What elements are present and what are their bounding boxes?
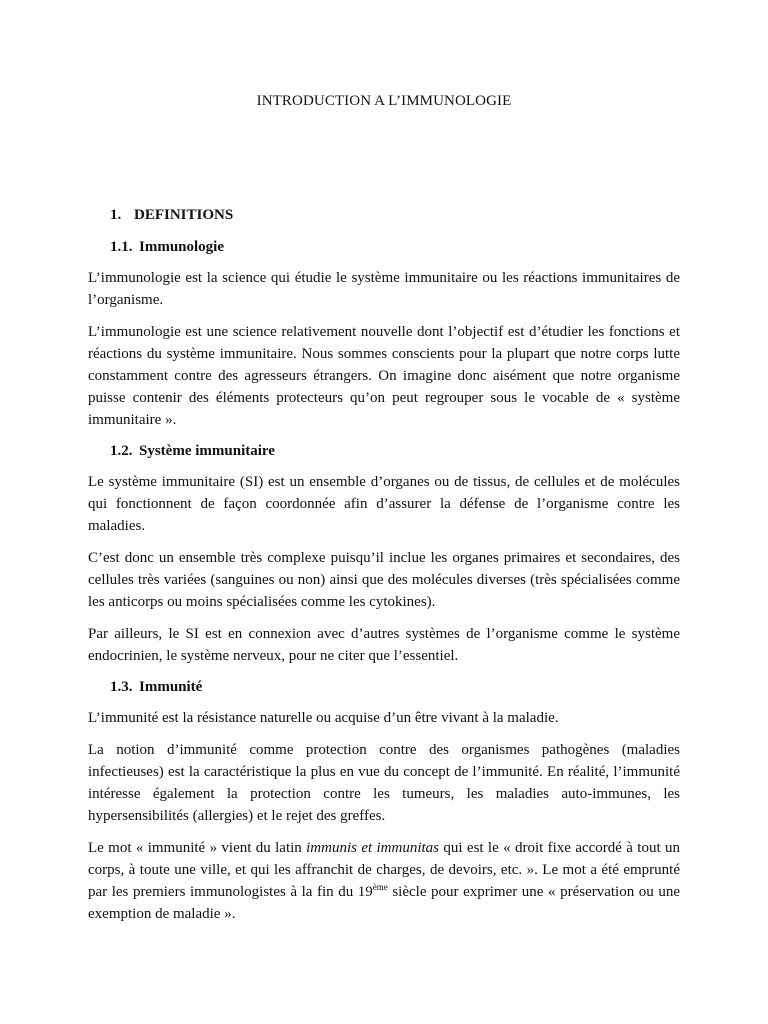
subsection-title: Immunité [139, 679, 203, 695]
paragraph: La notion d’immunité comme protection contre des organismes pathogènes (maladies infectieuses) est la caractéristique la plus en vue du concept de l’immunité. En réalité, l’immunité intéresse également la protection contre les tumeurs, les maladies auto-immunes, les hypersensibilités (allergies) et le rejet des greffes. [88, 742, 680, 824]
subsection-number: 1.1. [110, 239, 133, 255]
paragraph: L’immunité est la résistance naturelle ou acquise d’un être vivant à la maladie. [88, 710, 559, 726]
subsection-title: Système immunitaire [139, 443, 275, 459]
document-title: INTRODUCTION A L’IMMUNOLOGIE [256, 93, 512, 109]
subsection-number: 1.2. [110, 443, 133, 459]
paragraph: Le système immunitaire (SI) est un ensemble d’organes ou de tissus, de cellules et de molécules qui fonctionnent de façon coordonnée afin d’assurer la défense de l’organisme contre les maladies. [88, 474, 680, 534]
section-title: DEFINITIONS [134, 207, 234, 223]
text-run: siècle pour exprimer une « préservation ou une exemption de maladie ». [88, 884, 681, 922]
paragraph: Par ailleurs, le SI est en connexion avec d’autres systèmes de l’organisme comme le système endocrinien, le système nerveux, pour ne citer que l’essentiel. [88, 626, 680, 664]
section-heading-definitions [88, 205, 680, 225]
ordinal-superscript: ème [372, 882, 388, 892]
subsection-heading-immunite [110, 677, 680, 697]
paragraph: C’est donc un ensemble très complexe puisqu’il inclue les organes primaires et secondaires, des cellules très variées (sanguines ou non) ainsi que des molécules diverses (très spécialisées comme les anticorps ou moins spécialisées comme les cytokines). [88, 550, 680, 610]
section-number: 1. [110, 207, 122, 223]
latin-term: immunis et immunitas [306, 840, 440, 856]
subsection-heading-immunologie [110, 237, 680, 257]
subsection-number: 1.3. [110, 679, 133, 695]
text-run: qui est le « droit fixe accordé à tout un corps, à toute une ville, et qui les affranchit de charges, de devoirs, etc. ». Le mot a été emprunté par les premiers immunologistes à la fin du 19 [88, 840, 680, 900]
document-body [88, 205, 680, 935]
paragraph: L’immunologie est une science relativement nouvelle dont l’objectif est d’étudier les fonctions et réactions du système immunitaire. Nous sommes conscients pour la plupart que notre corps lutte constamment contre des agresseurs étrangers. On imagine donc aisément que notre organisme puisse contenir des éléments protecteurs qu’on peut regrouper sous le vocable de « système immunitaire ». [88, 324, 680, 428]
subsection-heading-systeme-immunitaire [110, 441, 680, 461]
subsection-title: Immunologie [139, 239, 225, 255]
paragraph-etymology [88, 837, 680, 925]
text-run: Le mot « immunité » vient du latin [88, 840, 307, 856]
paragraph: L’immunologie est la science qui étudie le système immunitaire ou les réactions immunitaires de l’organisme. [88, 270, 680, 308]
